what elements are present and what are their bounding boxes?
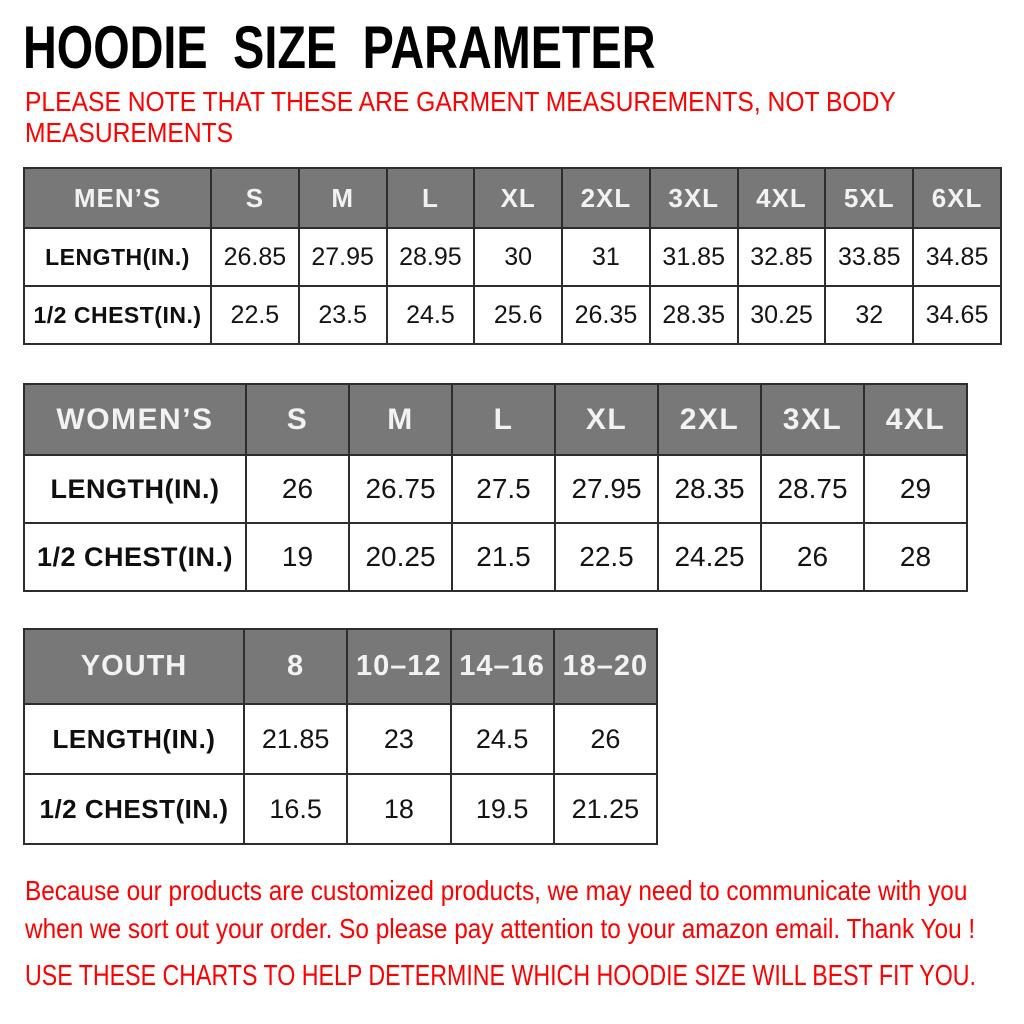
womens-size-header: 2XL xyxy=(658,384,761,455)
measurement-value: 28.35 xyxy=(650,286,738,344)
measurement-value: 28 xyxy=(864,523,967,591)
measurement-value: 26 xyxy=(246,455,349,523)
measurement-value: 31 xyxy=(562,228,650,286)
youth-table-row xyxy=(24,774,657,844)
youth-header-label: YOUTH xyxy=(24,629,244,704)
row-label: LENGTH(IN.) xyxy=(24,228,211,286)
mens-table-row xyxy=(24,228,1001,286)
measurement-value: 28.95 xyxy=(387,228,475,286)
womens-size-header: L xyxy=(452,384,555,455)
measurement-value: 18 xyxy=(347,774,450,844)
mens-size-header: 3XL xyxy=(650,168,738,228)
measurement-value: 34.65 xyxy=(913,286,1001,344)
measurement-value: 29 xyxy=(864,455,967,523)
measurement-value: 24.25 xyxy=(658,523,761,591)
measurement-value: 25.6 xyxy=(474,286,562,344)
measurement-value: 23.5 xyxy=(299,286,387,344)
womens-size-header: XL xyxy=(555,384,658,455)
measurement-value: 32 xyxy=(825,286,913,344)
mens-size-header: 2XL xyxy=(562,168,650,228)
garment-note-line-2: MEASUREMENTS xyxy=(25,117,234,148)
customization-note-line-1: Because our products are customized products, we may need to communicate with you xyxy=(25,875,968,906)
measurement-value: 27.5 xyxy=(452,455,555,523)
customization-note xyxy=(25,872,975,948)
measurement-value: 24.5 xyxy=(451,704,554,774)
measurement-value: 26 xyxy=(554,704,657,774)
measurement-value: 33.85 xyxy=(825,228,913,286)
womens-size-header: M xyxy=(349,384,452,455)
mens-size-table xyxy=(23,167,1002,345)
youth-size-header: 8 xyxy=(244,629,347,704)
measurement-value: 16.5 xyxy=(244,774,347,844)
womens-size-table xyxy=(23,383,968,592)
measurement-value: 28.75 xyxy=(761,455,864,523)
measurement-value: 27.95 xyxy=(299,228,387,286)
measurement-value: 26.75 xyxy=(349,455,452,523)
mens-size-header: 6XL xyxy=(913,168,1001,228)
garment-note xyxy=(25,86,896,148)
measurement-value: 23 xyxy=(347,704,450,774)
mens-size-header: L xyxy=(387,168,475,228)
womens-header-label: WOMEN’S xyxy=(24,384,246,455)
womens-size-header: 3XL xyxy=(761,384,864,455)
measurement-value: 30.25 xyxy=(738,286,826,344)
measurement-value: 26 xyxy=(761,523,864,591)
measurement-value: 22.5 xyxy=(211,286,299,344)
mens-size-header: S xyxy=(211,168,299,228)
womens-size-header: 4XL xyxy=(864,384,967,455)
row-label: 1/2 CHEST(IN.) xyxy=(24,286,211,344)
measurement-value: 24.5 xyxy=(387,286,475,344)
womens-table-row xyxy=(24,455,967,523)
youth-table-row xyxy=(24,704,657,774)
measurement-value: 28.35 xyxy=(658,455,761,523)
measurement-value: 30 xyxy=(474,228,562,286)
measurement-value: 19 xyxy=(246,523,349,591)
youth-size-header: 18–20 xyxy=(554,629,657,704)
customization-note-line-2: when we sort out your order. So please pay attention to your amazon email. Thank You ! xyxy=(25,913,976,944)
measurement-value: 21.5 xyxy=(452,523,555,591)
mens-size-header: M xyxy=(299,168,387,228)
measurement-value: 27.95 xyxy=(555,455,658,523)
row-label: LENGTH(IN.) xyxy=(24,455,246,523)
page-title: HOODIE SIZE PARAMETER xyxy=(23,14,656,81)
youth-size-table xyxy=(23,628,658,845)
mens-size-header: XL xyxy=(474,168,562,228)
measurement-value: 22.5 xyxy=(555,523,658,591)
mens-header-label: MEN’S xyxy=(24,168,211,228)
garment-note-line-1: PLEASE NOTE THAT THESE ARE GARMENT MEASUREMENTS, NOT BODY xyxy=(25,86,896,117)
row-label: 1/2 CHEST(IN.) xyxy=(24,523,246,591)
measurement-value: 20.25 xyxy=(349,523,452,591)
womens-size-header: S xyxy=(246,384,349,455)
measurement-value: 26.35 xyxy=(562,286,650,344)
measurement-value: 21.85 xyxy=(244,704,347,774)
measurement-value: 21.25 xyxy=(554,774,657,844)
fit-advice-text: USE THESE CHARTS TO HELP DETERMINE WHICH HOODIE SIZE WILL BEST FIT YOU. xyxy=(25,960,976,992)
measurement-value: 19.5 xyxy=(451,774,554,844)
measurement-value: 26.85 xyxy=(211,228,299,286)
mens-size-header: 4XL xyxy=(738,168,826,228)
mens-size-header: 5XL xyxy=(825,168,913,228)
mens-table-row xyxy=(24,286,1001,344)
measurement-value: 32.85 xyxy=(738,228,826,286)
measurement-value: 34.85 xyxy=(913,228,1001,286)
youth-size-header: 10–12 xyxy=(347,629,450,704)
womens-table-row xyxy=(24,523,967,591)
row-label: 1/2 CHEST(IN.) xyxy=(24,774,244,844)
row-label: LENGTH(IN.) xyxy=(24,704,244,774)
measurement-value: 31.85 xyxy=(650,228,738,286)
youth-size-header: 14–16 xyxy=(451,629,554,704)
